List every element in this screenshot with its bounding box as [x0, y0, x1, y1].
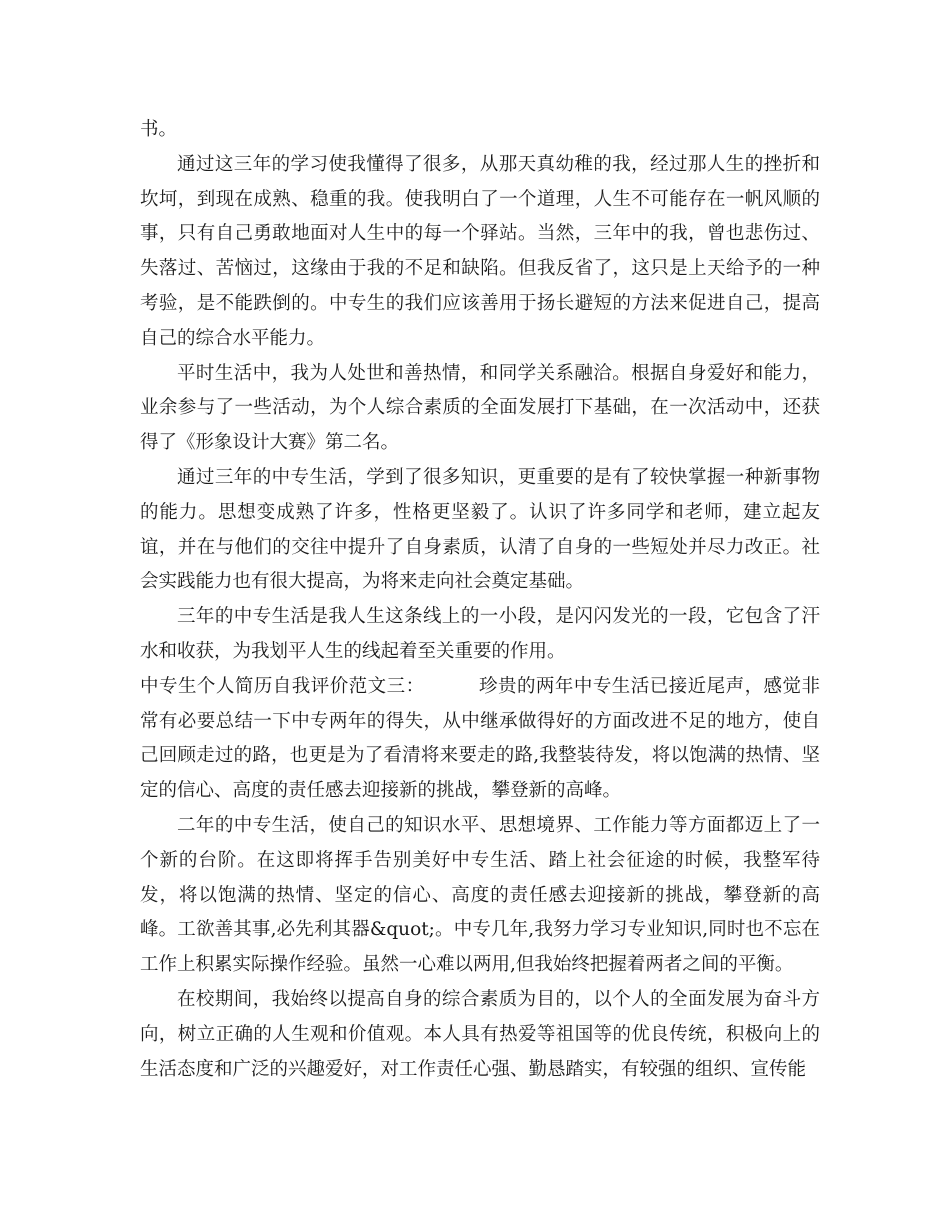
paragraph: 三年的中专生活是我人生这条线上的一小段，是闪闪发光的一段，它包含了汗水和收获，为我划平人生的线起着至关重要的作用。: [140, 606, 820, 662]
paragraph: 通过这三年的学习使我懂得了很多，从那天真幼稚的我，经过那人生的挫折和坎坷，到现在成熟、稳重的我。使我明白了一个道理，人生不可能存在一帆风顺的事，只有自己勇敢地面对人生中的每一个驿站。当然，三年中的我，曾也悲伤过、失落过、苦恼过，这缘由于我的不足和缺陷。但我反省了，这只是上天给予的一种考验，是不能跌倒的。中专生的我们应该善用于扬长避短的方法来促进自己，提高自己的综合水平能力。: [140, 153, 820, 349]
paragraph: 在校期间，我始终以提高自身的综合素质为目的，以个人的全面发展为奋斗方向，树立正确的人生观和价值观。本人具有热爱等祖国等的优良传统，积极向上的生活态度和广泛的兴趣爱好，对工作责任心强、勤恳踏实，有较强的组织、宣传能: [140, 988, 820, 1080]
paragraph: 二年的中专生活，使自己的知识水平、思想境界、工作能力等方面都迈上了一个新的台阶。在这即将挥手告别美好中专生活、踏上社会征途的时候，我整军待发，将以饱满的热情、坚定的信心、高度的责任感去迎接新的挑战，攀登新的高峰。工欲善其事,必先利其器&quot;。中专几年,我努力学习专业知识,同时也不忘在工作上积累实际操作经验。虽然一心难以两用,但我始终把握着两者之间的平衡。: [140, 814, 820, 976]
section-heading: 中专生个人简历自我评价范文三：: [140, 675, 425, 697]
paragraph-continuation: 书。: [140, 119, 178, 140]
section-heading-text: 珍贵的两年中专生活已接近尾声，感觉非常有必要总结一下中专两年的得失，从中继承做得好的方面改进不足的地方，使自己回顾走过的路，也更是为了看清将来要走的路,我整装待发，将以饱满的热情、坚定的信心、高度的责任感去迎接新的挑战，攀登新的高峰。: [140, 675, 820, 802]
document-body: [140, 113, 820, 1087]
section-paragraph: [140, 670, 820, 809]
paragraph: 通过三年的中专生活，学到了很多知识，更重要的是有了较快掌握一种新事物的能力。思想变成熟了许多，性格更坚毅了。认识了许多同学和老师，建立起友谊，并在与他们的交往中提升了自身素质，认清了自身的一些短处并尽力改正。社会实践能力也有很大提高，为将来走向社会奠定基础。: [140, 466, 820, 593]
paragraph: 平时生活中，我为人处世和善热情，和同学关系融洽。根据自身爱好和能力，业余参与了一些活动，为个人综合素质的全面发展打下基础，在一次活动中，还获得了《形象设计大赛》第二名。: [140, 362, 820, 454]
